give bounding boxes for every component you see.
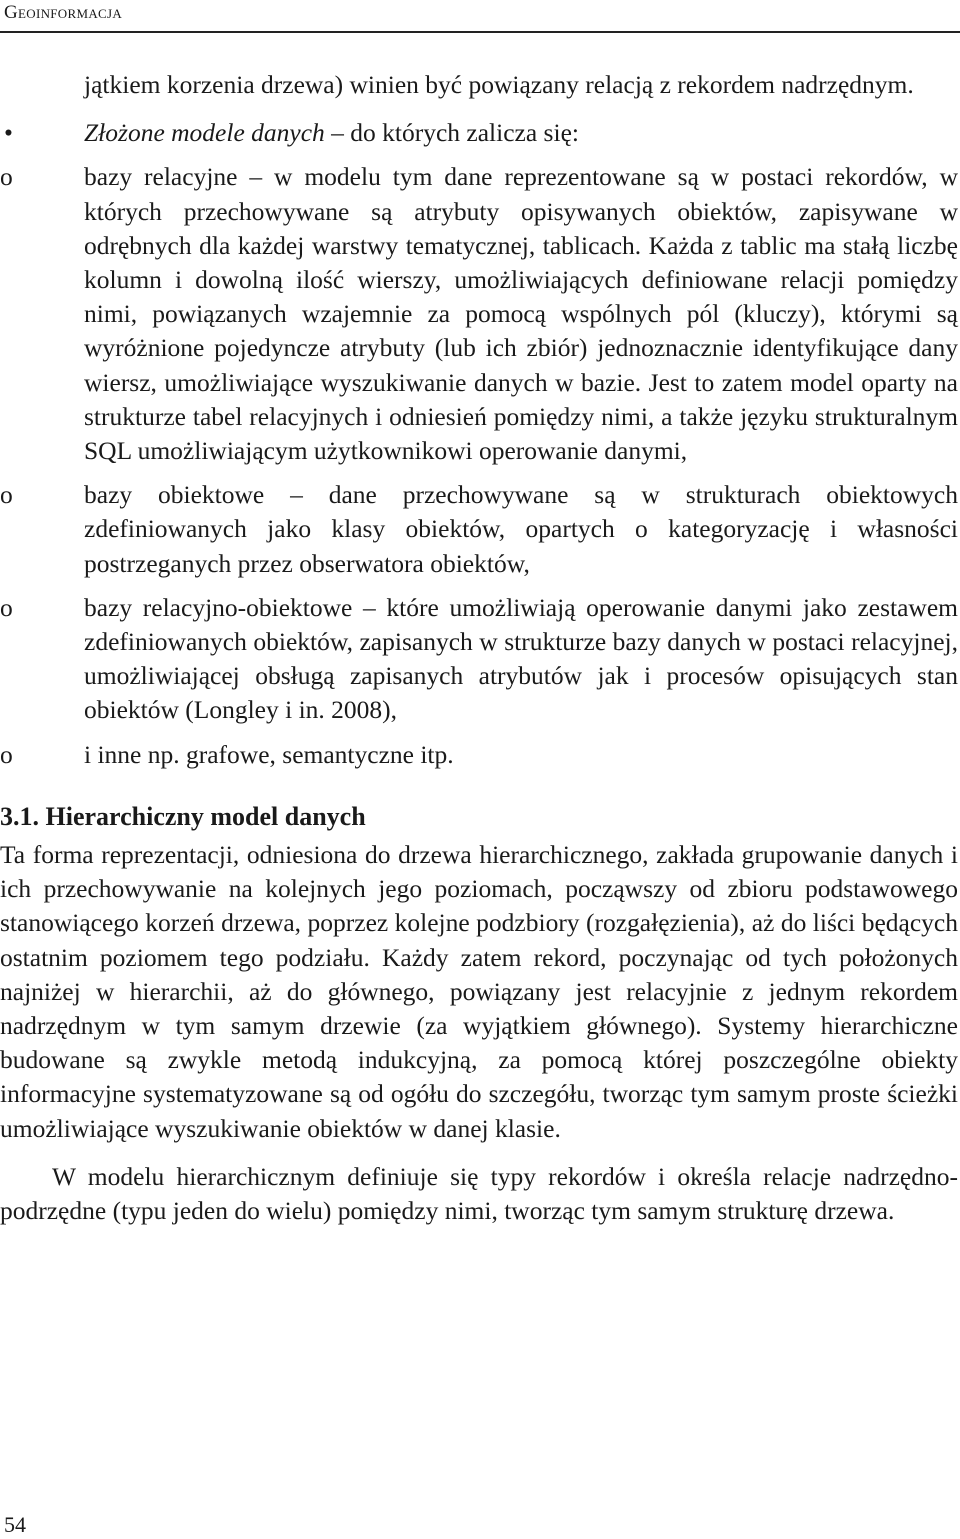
page-content [0, 68, 958, 1254]
section-paragraph-2: W modelu hierarchicznym definiuje się typy rekordów i określa relacje nadrzędno-podrzędne (typu jeden do wielu) pomiędzy nimi, tworząc tym samym strukturę drzewa. [0, 1161, 958, 1226]
sub-item-mark: o [0, 739, 13, 769]
sub-item-object-relational [0, 591, 958, 728]
section-paragraph-1: Ta forma reprezentacji, odniesiona do drzewa hierarchicznego, zakłada grupowanie danych i ich przechowywanie na kolejnych jego poziomach, począwszy od zbioru podstawowego stanowiącego korzeń drzewa, poprzez kolejne podzbiory (rozgałęzienia), aż do liści będących ostatnim poziomem tego podziału. Każdy zatem rekord, poczynając od tych położonych najniżej w hierarchii, aż do głównego, powiązany jest relacyjnie z jednym rekordem nadrzędnym w tym samym drzewie (za wyjątkiem głównego). Systemy hierarchiczne budowane są zwykle metodą indukcyjną, za pomocą której poszczególne obiekty informacyjne systematyzowane są od ogółu do szczegółu, tworząc tym samym proste ścieżki umożliwiające wyszukiwanie obiektów w danej klasie. [0, 840, 958, 1143]
sub-item-text: bazy relacyjno-obiektowe – które umożliwiają operowanie danymi jako zestawem zdefiniowanych obiektów, zapisanych w strukturze bazy danych w postaci relacyjnej, umożliwiającej obsługą zapisanych atrybutów jak i procesów opisujących stan obiektów (Longley i in. 2008), [84, 592, 958, 725]
sub-item-mark: o [0, 592, 13, 622]
header-rule [0, 31, 960, 33]
sub-item-mark: o [0, 162, 13, 192]
bullet-item [0, 116, 958, 150]
sub-item-other [0, 738, 958, 772]
bullet-mark: • [4, 118, 13, 148]
bullet-lead: Złożone modele danych [84, 118, 325, 148]
sub-item-mark: o [0, 480, 13, 510]
section-heading: 3.1. Hierarchiczny model danych [0, 801, 366, 831]
sub-item-text: bazy obiektowe – dane przechowywane są w strukturach obiektowych zdefiniowanych jako klasy obiektów, opartych o kategoryzację i własności postrzeganych przez obserwatora obiektów, [84, 480, 958, 578]
sub-item-text: bazy relacyjne – w modelu tym dane reprezentowane są w postaci rekordów, w których przechowywane są atrybuty opisywanych obiektów, zapisywane w odrębnych dla każdej warstwy tematycznej, tablicach. Każda z tablic ma stałą liczbę kolumn i dowolną ilość wierszy, umożliwiających definiowane relacji pomiędzy nimi, powiązanych wzajemnie za pomocą wspólnych pól (kluczy), którymi są wyróżnione pojedyncze atrybuty (lub ich zbiór) jednoznacznie identyfikujące dany wiersz, umożliwiające wyszukiwanie danych w bazie. Jest to zatem model oparty na strukturze tabel relacyjnych i odniesień pomiędzy nimi, a także języku strukturalnym SQL umożliwiającym użytkownikowi operowanie danymi, [84, 162, 958, 466]
page-number: 54 [4, 1512, 26, 1537]
sub-item-text: i inne np. grafowe, semantyczne itp. [84, 739, 454, 769]
bullet-rest: – do których zalicza się: [324, 118, 579, 148]
sub-item-relational [0, 160, 958, 468]
running-header: Geoinformacja [4, 2, 123, 23]
continuation-paragraph: jątkiem korzenia drzewa) winien być powiązany relacją z rekordem nadrzędnym. [84, 70, 914, 99]
sub-item-object [0, 478, 958, 581]
